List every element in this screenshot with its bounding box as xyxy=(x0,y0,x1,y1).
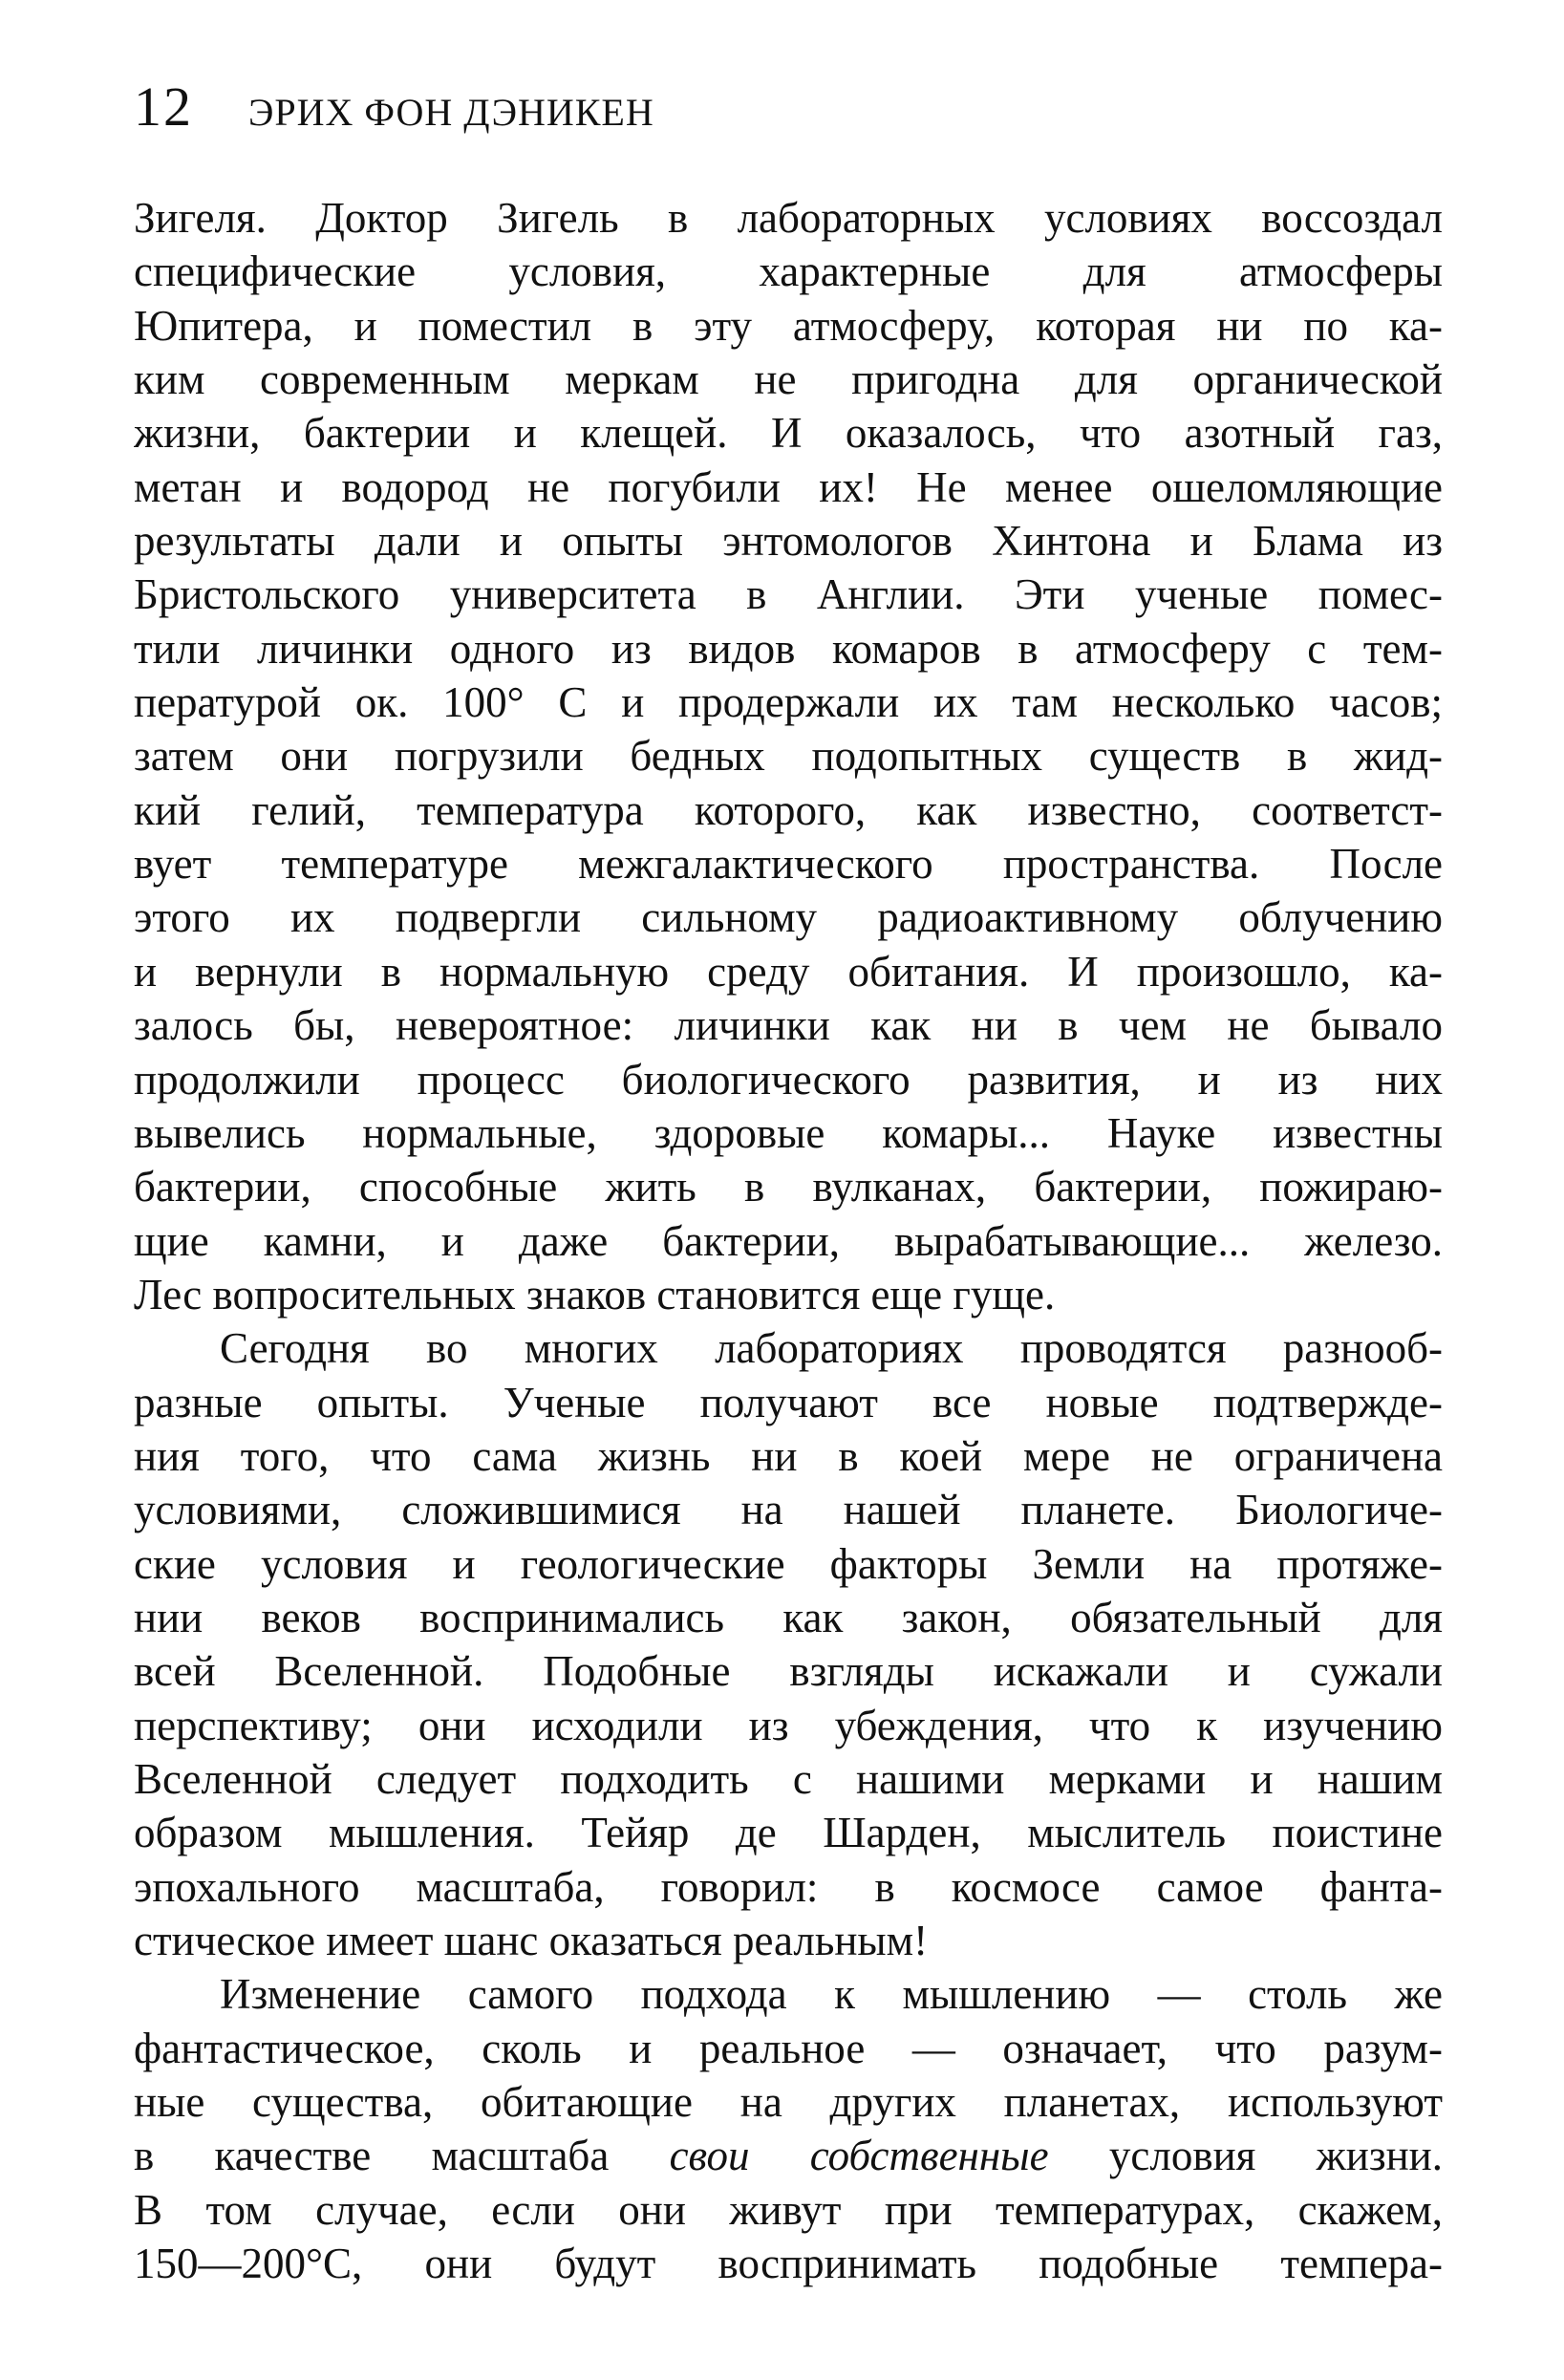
text-line: и вернули в нормальную среду обитания. И произошло, ка- xyxy=(134,947,1443,996)
text-line: этого их подвергли сильному радиоактивному облучению xyxy=(134,893,1443,942)
text-line: эпохального масштаба, говорил: в космосе самое фанта- xyxy=(134,1862,1443,1911)
text-line: бактерии, способные жить в вулканах, бактерии, пожираю- xyxy=(134,1163,1443,1211)
italic-emphasis: свои собственные xyxy=(669,2132,1049,2180)
text-segment: условия жизни. xyxy=(1108,2132,1443,2180)
text-line: образом мышления. Тейяр де Шарден, мыслитель поистине xyxy=(134,1809,1443,1857)
text-line: условиями, сложившимися на нашей планете. Биологиче- xyxy=(134,1486,1443,1534)
text-line: жизни, бактерии и клещей. И оказалось, что азотный газ, xyxy=(134,409,1443,458)
text-line: вует температуре межгалактического пространства. После xyxy=(134,840,1443,889)
text-line: затем они погрузили бедных подопытных существ в жид- xyxy=(134,732,1443,781)
text-line: разные опыты. Ученые получают все новые подтвержде- xyxy=(134,1378,1443,1426)
running-title: ЭРИХ ФОН ДЭНИКЕН xyxy=(248,91,654,134)
text-segment: в качестве масштаба xyxy=(134,2132,610,2180)
text-line-with-italic xyxy=(134,2129,1443,2182)
text-line: фантастическое, сколь и реальное — означает, что разум- xyxy=(134,2024,1443,2072)
text-line: Изменение самого подхода к мышлению — столь же xyxy=(220,1970,1443,2019)
text-line: 150—200°С, они будут воспринимать подобные темпера- xyxy=(134,2240,1443,2288)
text-line: Лес вопросительных знаков становится еще гуще. xyxy=(134,1270,1056,1319)
text-line: ния того, что сама жизнь ни в коей мере не ограничена xyxy=(134,1431,1443,1480)
text-line: залось бы, невероятное: личинки как ни в чем не бывало xyxy=(134,1001,1443,1050)
text-line: пературой ок. 100° С и продержали их там несколько часов; xyxy=(134,678,1443,727)
text-line: Бристольского университета в Англии. Эти ученые помес- xyxy=(134,570,1443,619)
text-line: Юпитера, и поместил в эту атмосферу, которая ни по ка- xyxy=(134,301,1443,350)
text-line: ские условия и геологические факторы Земли на протяже- xyxy=(134,1539,1443,1588)
text-body xyxy=(134,191,1443,2290)
text-line: ные существа, обитающие на других планетах, используют xyxy=(134,2078,1443,2127)
page-number: 12 xyxy=(134,75,193,138)
text-line: вывелись нормальные, здоровые комары... Науке известны xyxy=(134,1108,1443,1157)
paragraph-3 xyxy=(134,1967,1443,2290)
page-header xyxy=(134,75,654,139)
text-line: нии веков воспринимались как закон, обязательный для xyxy=(134,1593,1443,1641)
text-line: тили личинки одного из видов комаров в атмосферу с тем- xyxy=(134,624,1443,673)
text-line: кий гелий, температура которого, как известно, соответст- xyxy=(134,785,1443,834)
text-line: стическое имеет шанс оказаться реальным! xyxy=(134,1917,929,1964)
paragraph-1 xyxy=(134,191,1443,1321)
paragraph-2 xyxy=(134,1321,1443,1967)
text-line: специфические условия, характерные для атмосферы xyxy=(134,247,1443,296)
text-line: метан и водород не погубили их! Не менее ошеломляющие xyxy=(134,462,1443,511)
text-line: ким современным меркам не пригодна для органической xyxy=(134,355,1443,404)
text-line: В том случае, если они живут при температурах, скажем, xyxy=(134,2185,1443,2234)
text-line: всей Вселенной. Подобные взгляды искажали и сужали xyxy=(134,1647,1443,1696)
text-line: щие камни, и даже бактерии, вырабатывающие... железо. xyxy=(134,1216,1443,1265)
text-line: Сегодня во многих лабораториях проводятся разнооб- xyxy=(220,1324,1443,1373)
text-line: Вселенной следует подходить с нашими мерками и нашим xyxy=(134,1754,1443,1803)
text-line: перспективу; они исходили из убеждения, что к изучению xyxy=(134,1701,1443,1749)
text-line: продолжили процесс биологического развития, и из них xyxy=(134,1055,1443,1104)
text-line: результаты дали и опыты энтомологов Хинтона и Блама из xyxy=(134,517,1443,566)
text-line: Зигеля. Доктор Зигель в лабораторных условиях воссоздал xyxy=(134,194,1443,242)
